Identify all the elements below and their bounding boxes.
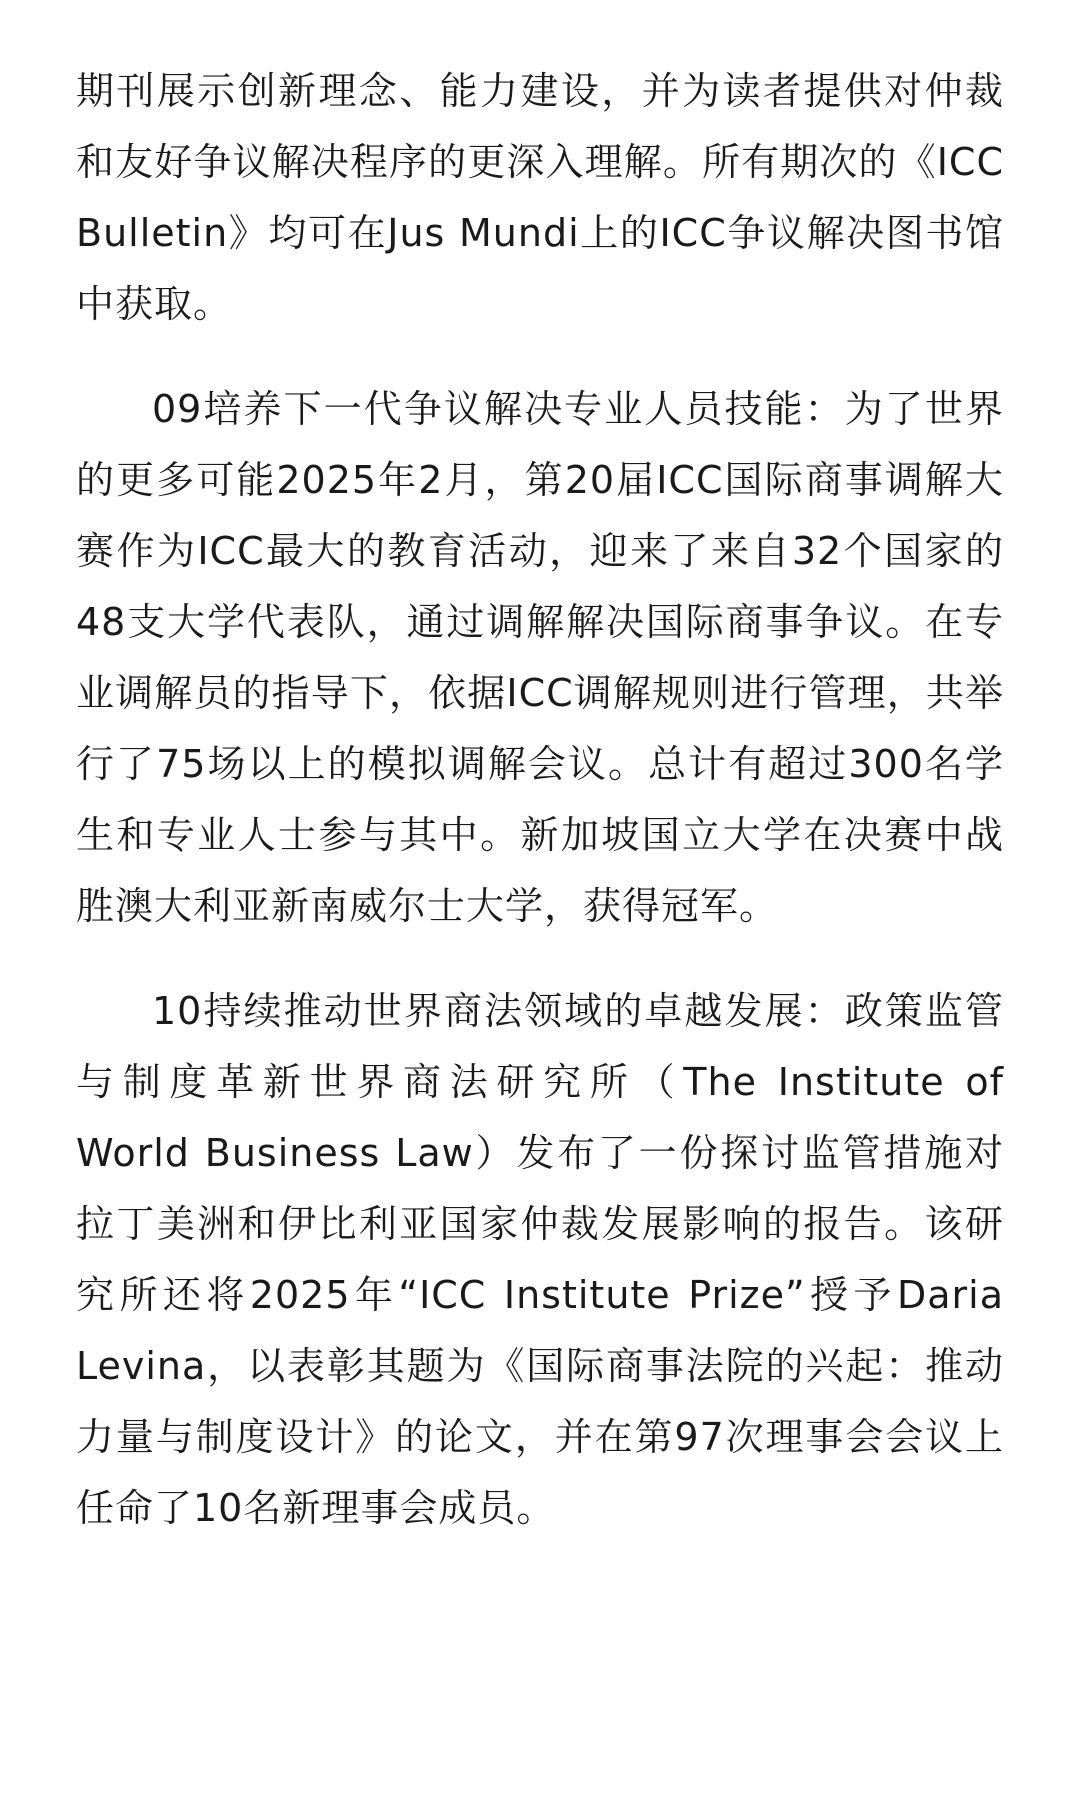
- article-body: [76, 56, 1004, 1578]
- paragraph-section-09: 09培养下一代争议解决专业人员技能：为了世界的更多可能2025年2月，第20届ICC国际商事调解大赛作为ICC最大的教育活动，迎来了来自32个国家的48支大学代表队，通过调解解决国际商事争议。在专业调解员的指导下，依据ICC调解规则进行管理，共举行了75场以上的模拟调解会议。总计有超过300名学生和专业人士参与其中。新加坡国立大学在决赛中战胜澳大利亚新南威尔士大学，获得冠军。: [76, 387, 1004, 928]
- paragraph-section-10: 10持续推动世界商法领域的卓越发展：政策监管与制度革新世界商法研究所（The Institute of World Business Law）发布了一份探讨监管措施对拉丁美洲和伊比利亚国家仲裁发展影响的报告。该研究所还将2025年“ICC Institute Prize”授予Daria Levina，以表彰其题为《国际商事法院的兴起：推动力量与制度设计》的论文，并在第97次理事会会议上任命了10名新理事会成员。: [76, 989, 1004, 1530]
- paragraph-icc-bulletin: 期刊展示创新理念、能力建设，并为读者提供对仲裁和友好争议解决程序的更深入理解。所有期次的《ICC Bulletin》均可在Jus Mundi上的ICC争议解决图书馆中获取。: [76, 69, 1004, 326]
